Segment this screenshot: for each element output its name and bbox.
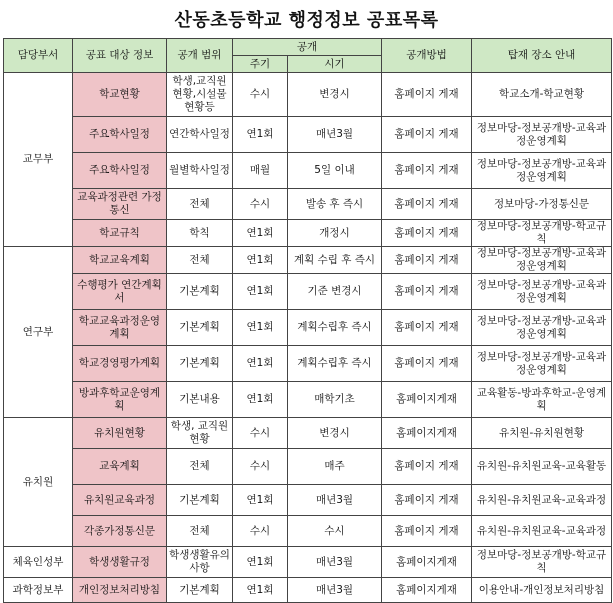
target-cell: 교육과정관련 가정통신	[73, 189, 167, 220]
target-cell: 유치원현황	[73, 418, 167, 449]
target-cell: 각종가정통신문	[73, 516, 167, 547]
header-place: 탑재 장소 안내	[472, 39, 612, 73]
place-cell: 정보마당-정보공개방-교육과정운영계획	[472, 310, 612, 346]
target-cell: 학교규칙	[73, 220, 167, 247]
cycle-cell: 수시	[233, 449, 288, 485]
time-cell: 발송 후 즉시	[288, 189, 382, 220]
method-cell: 홈페이지게재	[382, 382, 472, 418]
place-cell: 정보마당-정보공개방-교육과정운영계획	[472, 346, 612, 382]
target-cell: 교육계획	[73, 449, 167, 485]
target-cell: 유치원교육과정	[73, 485, 167, 516]
place-cell: 정보마당-정보공개방-교육과정운영계획	[472, 117, 612, 153]
scope-cell: 전체	[167, 516, 233, 547]
cycle-cell: 수시	[233, 516, 288, 547]
place-cell: 유치원-유치원현황	[472, 418, 612, 449]
table-row	[4, 382, 612, 418]
place-cell: 정보마당-정보공개방-학교규칙	[472, 220, 612, 247]
page-title: 산동초등학교 행정정보 공표목록	[174, 10, 439, 31]
method-cell: 홈페이지 게재	[382, 153, 472, 189]
header-method: 공개방법	[382, 39, 472, 73]
cycle-cell: 연1회	[233, 346, 288, 382]
scope-cell: 전체	[167, 449, 233, 485]
time-cell: 매년3월	[288, 117, 382, 153]
dept-cell: 유치원	[4, 418, 73, 547]
table-row	[4, 274, 612, 310]
method-cell: 홈페이지 게재	[382, 220, 472, 247]
scope-cell: 기본내용	[167, 382, 233, 418]
header-time: 시기	[288, 56, 382, 73]
time-cell: 기준 변경시	[288, 274, 382, 310]
time-cell: 매년3월	[288, 578, 382, 603]
time-cell: 계획수립후 즉시	[288, 346, 382, 382]
scope-cell: 학생생활유의사항	[167, 547, 233, 578]
cycle-cell: 연1회	[233, 220, 288, 247]
method-cell: 홈페이지 게재	[382, 310, 472, 346]
time-cell: 5일 이내	[288, 153, 382, 189]
cycle-cell: 수시	[233, 418, 288, 449]
method-cell: 홈페이지게재	[382, 578, 472, 603]
header-public: 공개	[233, 39, 382, 56]
table-row	[4, 189, 612, 220]
place-cell: 정보마당-정보공개방-교육과정운영계획	[472, 274, 612, 310]
table-row	[4, 578, 612, 603]
time-cell: 매년3월	[288, 485, 382, 516]
scope-cell: 기본계획	[167, 578, 233, 603]
scope-cell: 기본계획	[167, 346, 233, 382]
table-row	[4, 73, 612, 117]
method-cell: 홈페이지게재	[382, 547, 472, 578]
place-cell: 정보마당-가정통신문	[472, 189, 612, 220]
cycle-cell: 매월	[233, 153, 288, 189]
method-cell: 홈페이지 게재	[382, 485, 472, 516]
header-scope: 공개 범위	[167, 39, 233, 73]
time-cell: 매년3월	[288, 547, 382, 578]
time-cell: 매주	[288, 449, 382, 485]
target-cell: 주요학사일정	[73, 153, 167, 189]
target-cell: 학교교육과정운영계획	[73, 310, 167, 346]
cycle-cell: 수시	[233, 189, 288, 220]
scope-cell: 기본계획	[167, 274, 233, 310]
scope-cell: 전체	[167, 247, 233, 274]
table-row	[4, 418, 612, 449]
scope-cell: 기본계획	[167, 485, 233, 516]
cycle-cell: 연1회	[233, 274, 288, 310]
scope-cell: 기본계획	[167, 310, 233, 346]
target-cell: 학교교육계획	[73, 247, 167, 274]
scope-cell: 학생, 교직원현황	[167, 418, 233, 449]
scope-cell: 전체	[167, 189, 233, 220]
cycle-cell: 연1회	[233, 117, 288, 153]
target-cell: 개인정보처리방침	[73, 578, 167, 603]
method-cell: 홈페이지 게재	[382, 346, 472, 382]
scope-cell: 연간학사일정	[167, 117, 233, 153]
dept-cell: 교무부	[4, 73, 73, 247]
header-dept: 담당부서	[4, 39, 73, 73]
dept-cell: 체육인성부	[4, 547, 73, 578]
table-row	[4, 153, 612, 189]
cycle-cell: 연1회	[233, 247, 288, 274]
time-cell: 계획 수립 후 즉시	[288, 247, 382, 274]
method-cell: 홈페이지 게재	[382, 73, 472, 117]
header-target: 공표 대상 정보	[73, 39, 167, 73]
table-row	[4, 247, 612, 274]
place-cell: 유치원-유치원교육-교육활동	[472, 449, 612, 485]
place-cell: 이용안내-개인정보처리방침	[472, 578, 612, 603]
table-row	[4, 310, 612, 346]
cycle-cell: 연1회	[233, 310, 288, 346]
cycle-cell: 연1회	[233, 547, 288, 578]
method-cell: 홈페이지게재	[382, 418, 472, 449]
target-cell: 학교현황	[73, 73, 167, 117]
place-cell: 정보마당-정보공개방-교육과정운영계획	[472, 247, 612, 274]
disclosure-table	[3, 38, 612, 603]
target-cell: 학생생활규정	[73, 547, 167, 578]
table-row	[4, 346, 612, 382]
method-cell: 홈페이지 게재	[382, 189, 472, 220]
header-cycle: 주기	[233, 56, 288, 73]
target-cell: 학교경영평가계획	[73, 346, 167, 382]
target-cell: 방과후학교운영계획	[73, 382, 167, 418]
cycle-cell: 연1회	[233, 485, 288, 516]
time-cell: 개정시	[288, 220, 382, 247]
time-cell: 변경시	[288, 418, 382, 449]
method-cell: 홈페이지 게재	[382, 117, 472, 153]
place-cell: 정보마당-정보공개방-학교규칙	[472, 547, 612, 578]
table-row	[4, 547, 612, 578]
place-cell: 학교소개-학교현황	[472, 73, 612, 117]
method-cell: 홈페이지 게재	[382, 449, 472, 485]
target-cell: 수행평가 연간계획서	[73, 274, 167, 310]
place-cell: 교육활동-방과후학교-운영계획	[472, 382, 612, 418]
time-cell: 변경시	[288, 73, 382, 117]
table-row	[4, 485, 612, 516]
cycle-cell: 연1회	[233, 382, 288, 418]
time-cell: 계획수립후 즉시	[288, 310, 382, 346]
time-cell: 수시	[288, 516, 382, 547]
target-cell: 주요학사일정	[73, 117, 167, 153]
method-cell: 홈페이지 게재	[382, 516, 472, 547]
place-cell: 유치원-유치원교육-교육과정	[472, 485, 612, 516]
cycle-cell: 연1회	[233, 578, 288, 603]
cycle-cell: 수시	[233, 73, 288, 117]
table-row	[4, 449, 612, 485]
scope-cell: 월별학사일정	[167, 153, 233, 189]
scope-cell: 학칙	[167, 220, 233, 247]
table-row	[4, 117, 612, 153]
dept-cell: 과학정보부	[4, 578, 73, 603]
place-cell: 유치원-유치원교육-교육과정	[472, 516, 612, 547]
method-cell: 홈페이지 게재	[382, 274, 472, 310]
table-row	[4, 516, 612, 547]
dept-cell: 연구부	[4, 247, 73, 418]
time-cell: 매학기초	[288, 382, 382, 418]
method-cell: 홈페이지 게재	[382, 247, 472, 274]
place-cell: 정보마당-정보공개방-교육과정운영계획	[472, 153, 612, 189]
table-row	[4, 220, 612, 247]
scope-cell: 학생,교직원현황,시설물현황등	[167, 73, 233, 117]
